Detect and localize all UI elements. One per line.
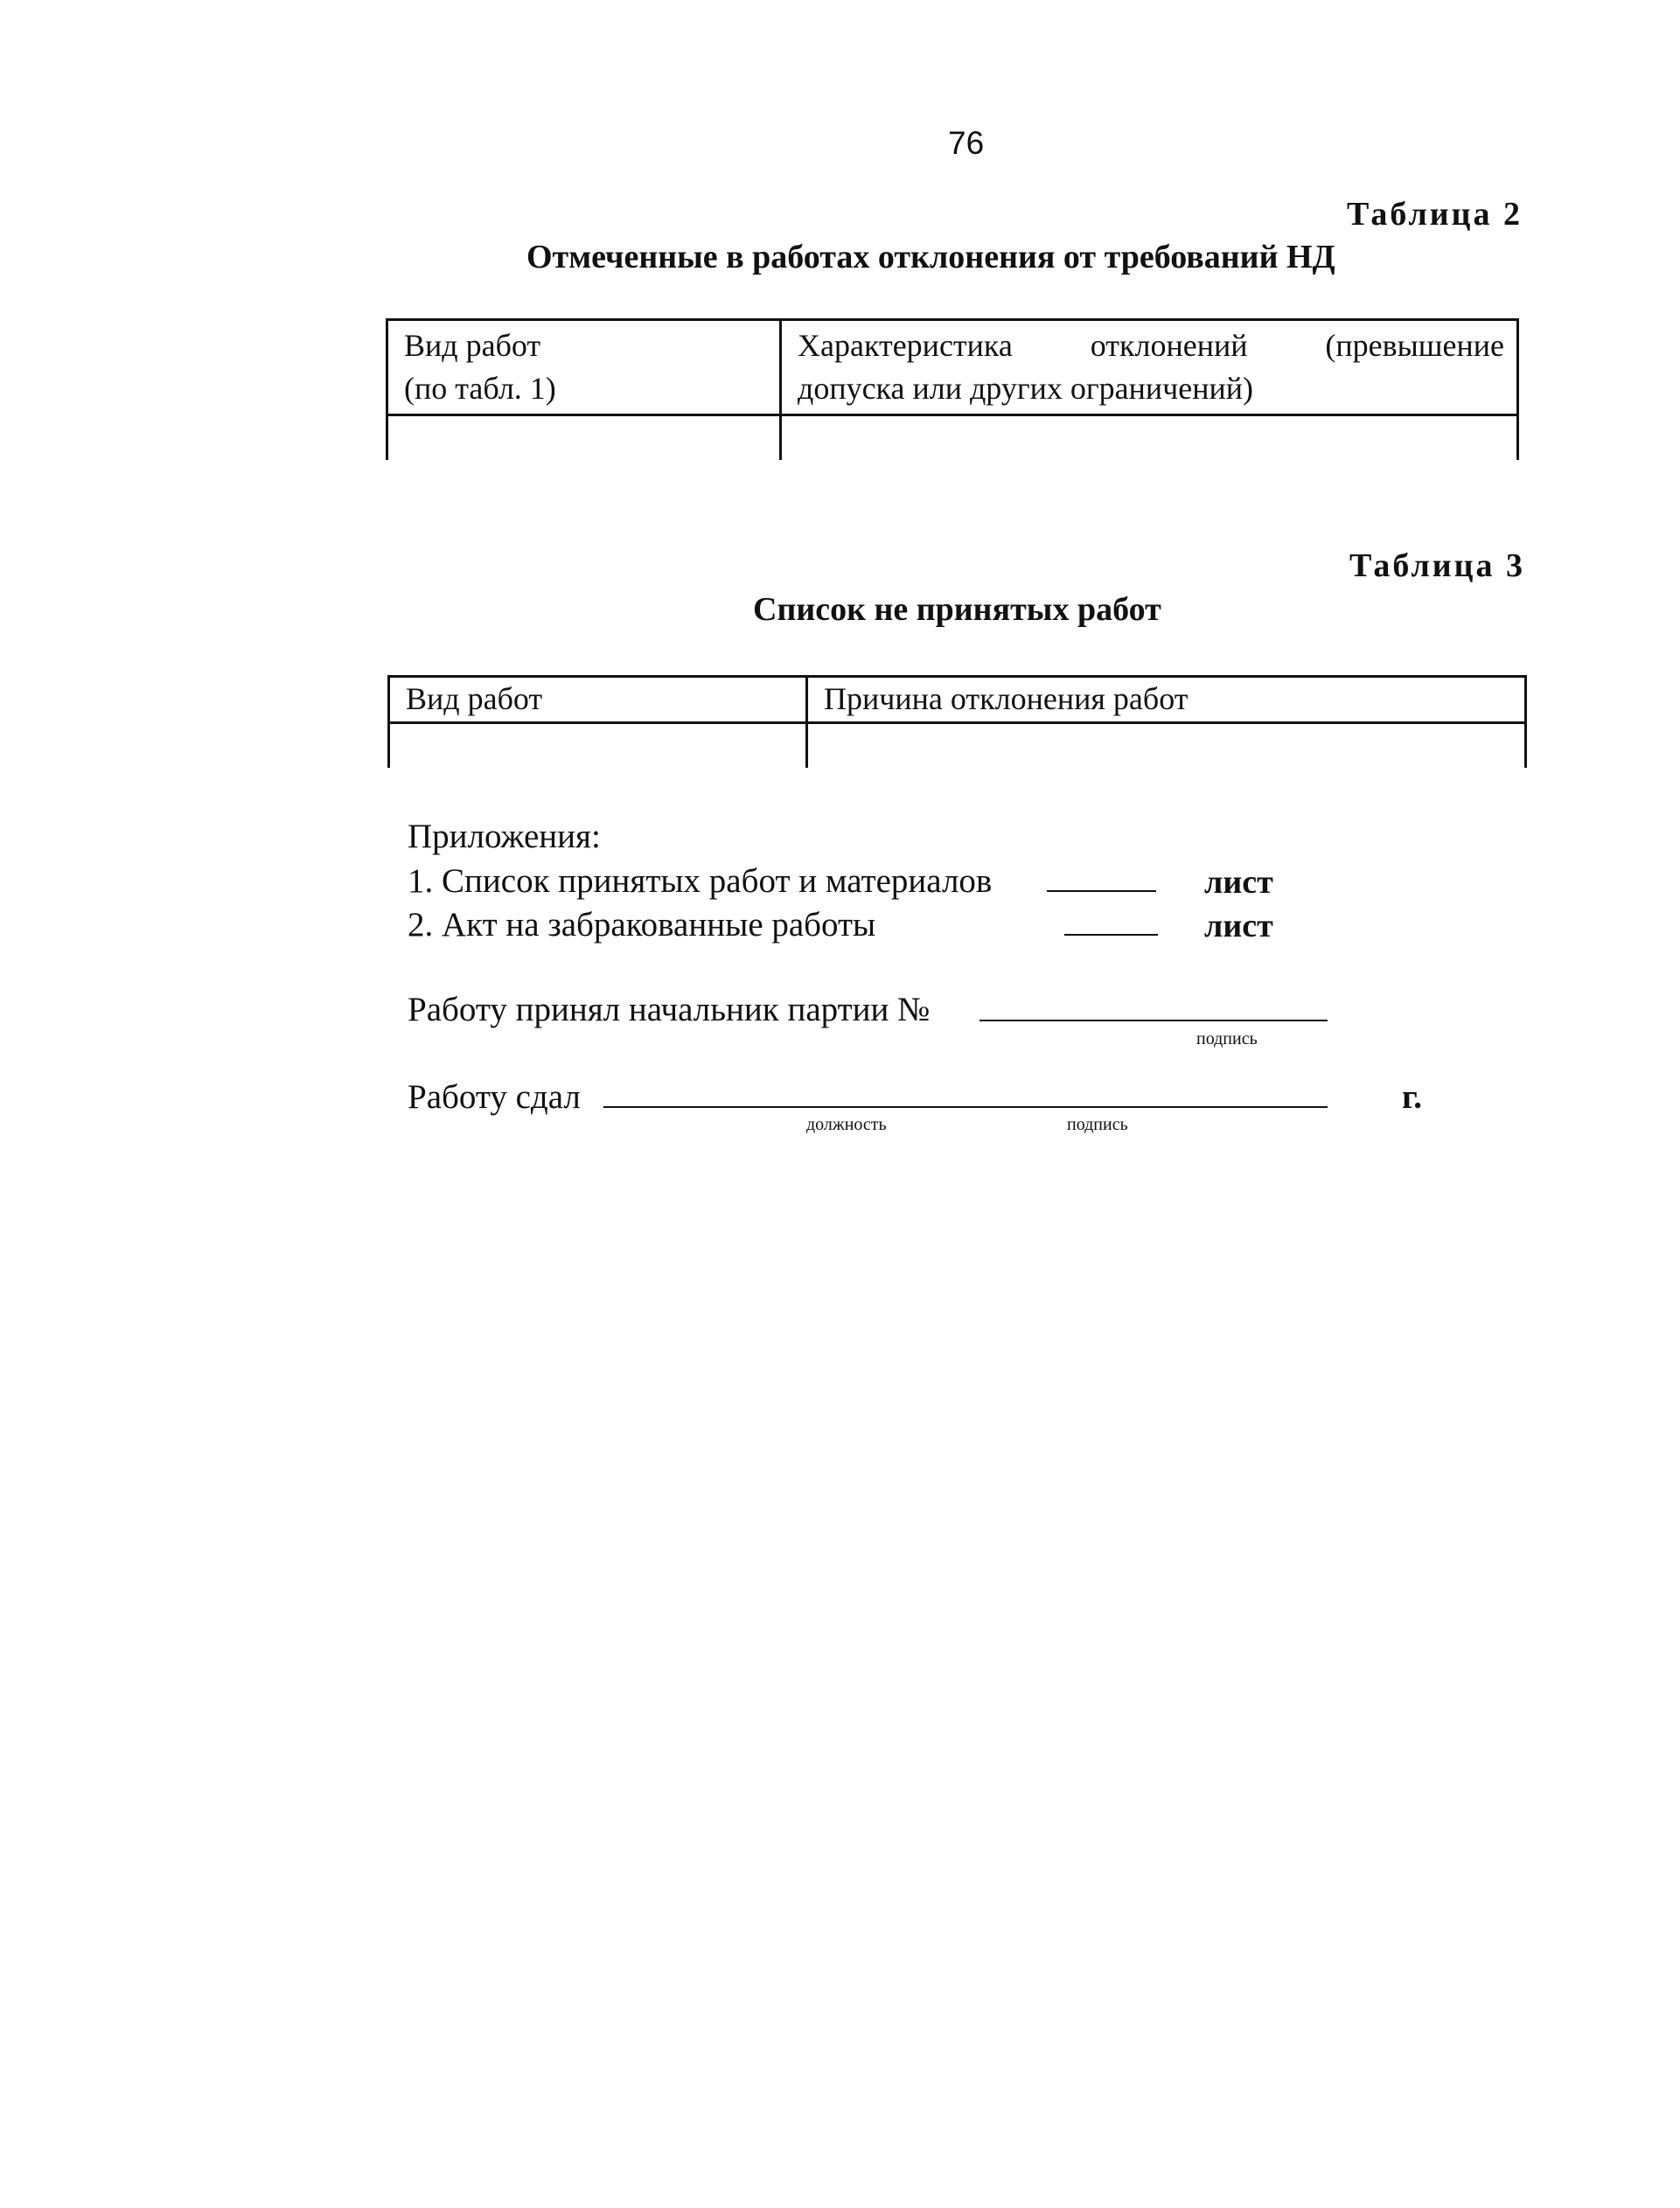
- page-number: 76: [948, 125, 985, 161]
- table-header-row: [387, 320, 1518, 415]
- table-cell: [781, 415, 1518, 461]
- appendix-unit: лист: [1204, 908, 1273, 944]
- column-header-line: Вид работ: [404, 328, 541, 363]
- handed-signature-blank: [603, 1106, 1328, 1108]
- column-header-work-type: Вид работ: [389, 677, 807, 723]
- column-header-line: (по табл. 1): [404, 371, 556, 406]
- table-3-label: Таблица 3: [1349, 547, 1526, 584]
- column-header-deviation-characteristics: [781, 320, 1518, 415]
- appendix-item: 2. Акт на забракованные работы: [408, 906, 876, 944]
- accepted-signature-blank: [979, 1020, 1328, 1021]
- rejected-works-table: [387, 675, 1527, 768]
- signature-caption: подпись: [1196, 1029, 1258, 1048]
- accepted-by-label: Работу принял начальник партии №: [408, 991, 931, 1028]
- handed-by-label: Работу сдал: [408, 1078, 581, 1116]
- table-2-label: Таблица 2: [1347, 196, 1523, 233]
- column-header-line: допуска или других ограничений): [798, 371, 1253, 406]
- table-row: [387, 415, 1518, 461]
- table-cell: [389, 723, 807, 769]
- sheet-count-blank: [1047, 890, 1156, 892]
- column-header-work-type: [387, 320, 781, 415]
- table-2-title: Отмеченные в работах отклонения от требований НД: [526, 239, 1335, 275]
- appendix-item: 1. Список принятых работ и материалов: [408, 862, 993, 900]
- table-3-title: Список не принятых работ: [753, 591, 1161, 628]
- column-header-line: Характеристика отклонений (превышение: [798, 328, 1504, 363]
- column-header-rejection-reason: Причина отклонения работ: [807, 677, 1526, 723]
- table-header-row: [389, 677, 1526, 723]
- position-caption: должность: [806, 1115, 887, 1134]
- appendix-unit: лист: [1204, 864, 1273, 901]
- year-suffix: г.: [1402, 1078, 1423, 1116]
- sheet-count-blank: [1064, 934, 1158, 936]
- deviations-table: [386, 318, 1519, 460]
- appendices-heading: Приложения:: [408, 818, 601, 855]
- table-row: [389, 723, 1526, 769]
- signature-caption: подпись: [1067, 1115, 1128, 1134]
- table-cell: [387, 415, 781, 461]
- table-cell: [807, 723, 1526, 769]
